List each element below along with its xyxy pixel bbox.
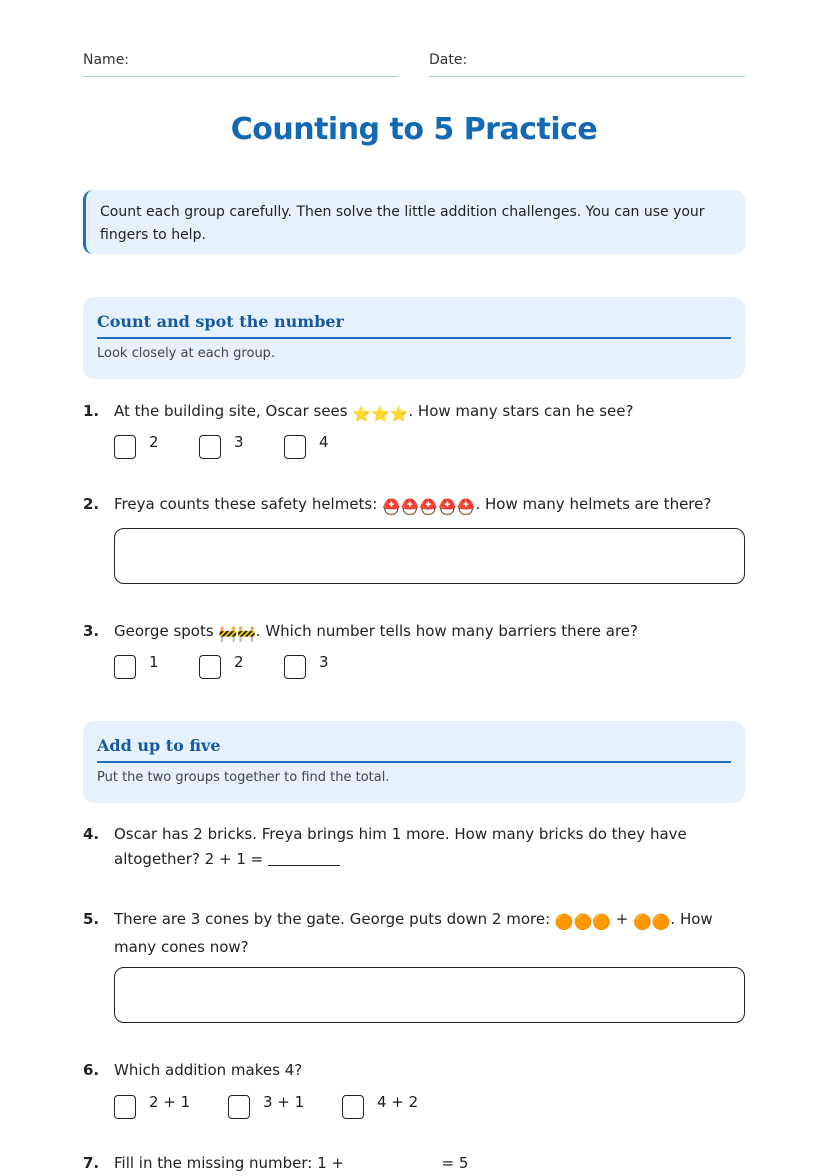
section-add-header xyxy=(83,721,745,803)
answer-box[interactable] xyxy=(114,967,745,1023)
question-number: 3. xyxy=(83,622,100,640)
question-text: There are 3 cones by the gate. George puts down 2 more: 🟠🟠🟠 + 🟠🟠. How many cones now? xyxy=(114,910,713,956)
question-number: 7. xyxy=(83,1154,100,1172)
name-label: Name: xyxy=(83,52,130,68)
question-number: 5. xyxy=(83,910,100,928)
question-text: George spots 🚧🚧. Which number tells how many barriers there are? xyxy=(114,619,745,647)
helmets-emoji: ⛑️⛑️⛑️⛑️⛑️ xyxy=(382,498,476,516)
section-subtitle: Put the two groups together to find the total. xyxy=(97,770,390,785)
checkbox[interactable] xyxy=(114,655,136,679)
question-text: Fill in the missing number: 1 + = 5 xyxy=(114,1154,469,1172)
question-number: 6. xyxy=(83,1061,100,1079)
question-text: Oscar has 2 bricks. Freya brings him 1 more. How many bricks do they have altogether? 2 + 1 = xyxy=(114,825,687,868)
checkbox[interactable] xyxy=(114,1095,136,1119)
answer-blank[interactable] xyxy=(268,850,340,866)
checkbox[interactable] xyxy=(114,435,136,459)
question-6-options: 2 + 1 3 + 1 4 + 2 xyxy=(114,1093,454,1121)
cones-emoji: 🟠🟠 xyxy=(633,913,671,931)
question-1-options: 2 3 4 xyxy=(114,433,374,461)
answer-blank[interactable] xyxy=(349,1154,437,1170)
answer-box[interactable] xyxy=(114,528,745,584)
question-number: 4. xyxy=(83,825,100,843)
cones-emoji: 🟠🟠🟠 xyxy=(554,913,611,931)
question-text: Freya counts these safety helmets: ⛑️⛑️⛑️⛑️⛑️. How many helmets are there? xyxy=(114,492,745,520)
question-text: At the building site, Oscar sees ⭐⭐⭐. How many stars can he see? xyxy=(114,399,745,427)
checkbox[interactable] xyxy=(284,655,306,679)
page-title: Counting to 5 Practice xyxy=(230,112,598,147)
checkbox[interactable] xyxy=(199,435,221,459)
date-field[interactable] xyxy=(429,52,745,77)
question-text: Which addition makes 4? xyxy=(114,1061,303,1079)
question-3-options: 1 2 3 xyxy=(114,653,374,681)
stars-emoji: ⭐⭐⭐ xyxy=(352,405,409,423)
name-field[interactable] xyxy=(83,52,398,77)
question-number: 2. xyxy=(83,495,100,513)
section-title: Count and spot the number xyxy=(97,312,731,339)
date-label: Date: xyxy=(429,52,468,68)
header-fields xyxy=(83,52,745,78)
checkbox[interactable] xyxy=(199,655,221,679)
checkbox[interactable] xyxy=(342,1095,364,1119)
barriers-emoji: 🚧🚧 xyxy=(218,625,256,643)
question-number: 1. xyxy=(83,402,100,420)
section-count-header xyxy=(83,297,745,379)
section-title: Add up to five xyxy=(97,736,731,763)
checkbox[interactable] xyxy=(228,1095,250,1119)
instructions-callout: Count each group carefully. Then solve the little addition challenges. You can use your fingers to help. xyxy=(83,190,745,254)
section-subtitle: Look closely at each group. xyxy=(97,346,276,361)
checkbox[interactable] xyxy=(284,435,306,459)
